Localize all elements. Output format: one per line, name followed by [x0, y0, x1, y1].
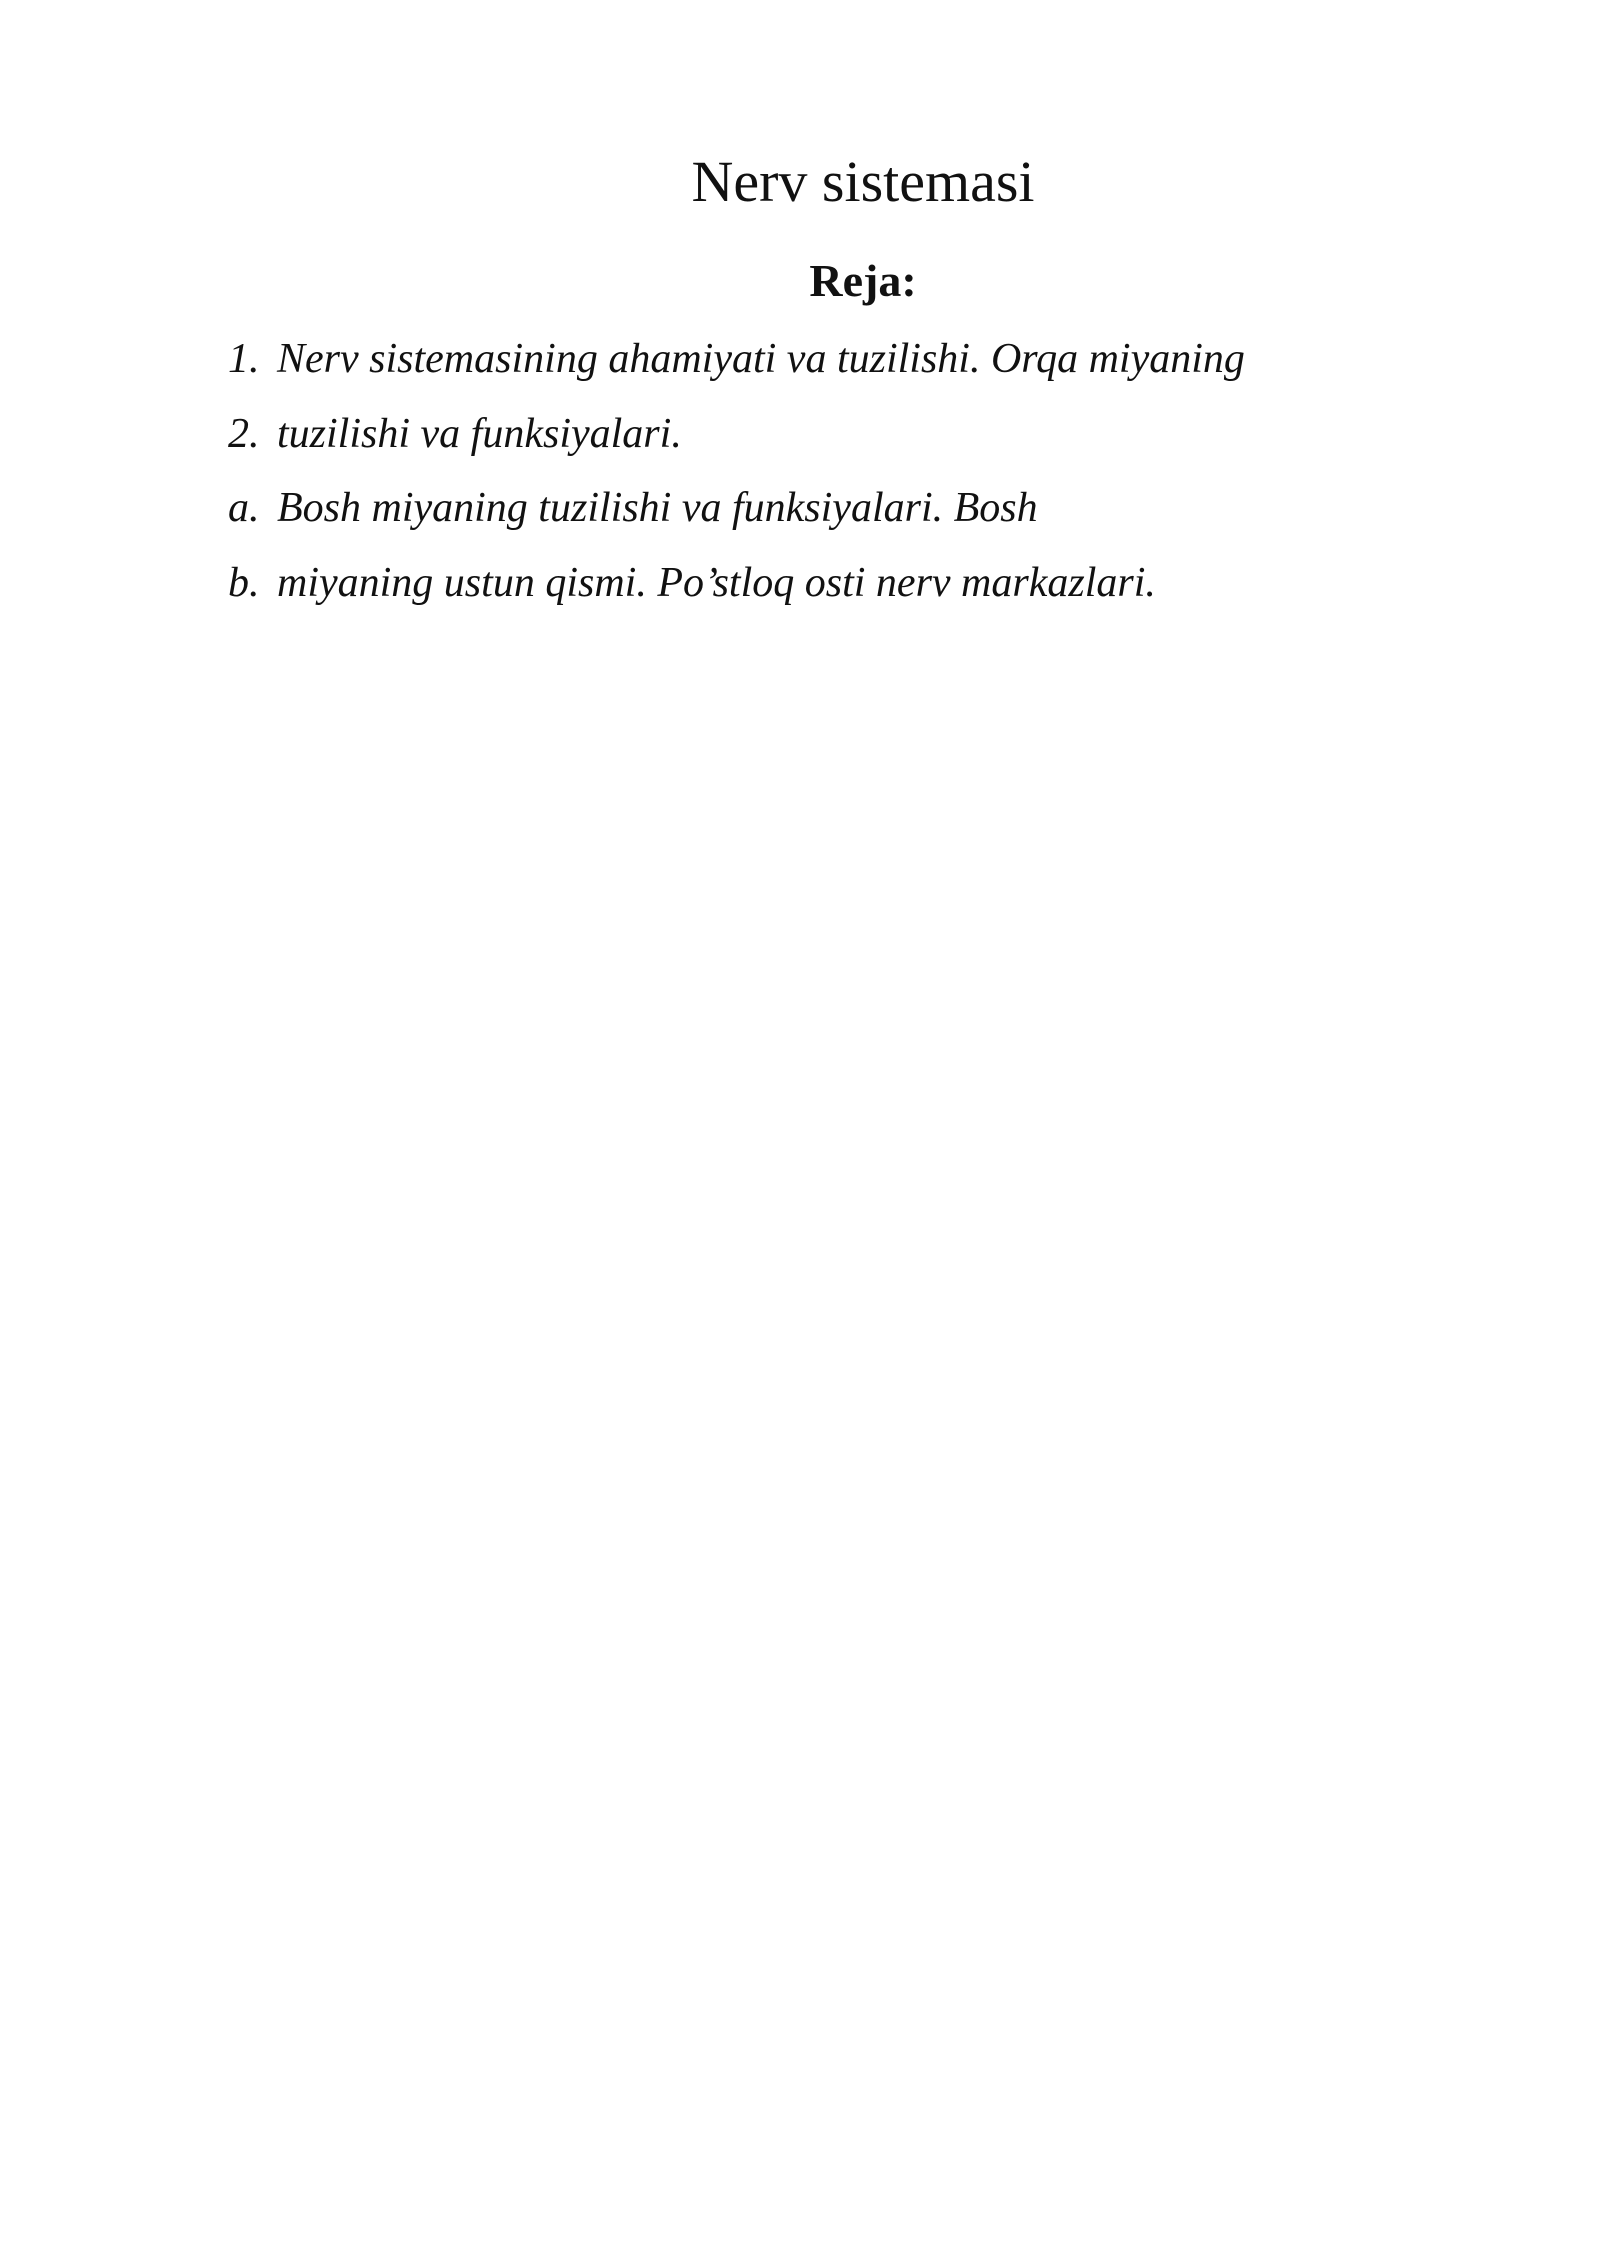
- document-title: Nerv sistemasi: [691, 149, 1035, 214]
- plan-item: [228, 334, 1428, 409]
- plan-heading: Reja:: [809, 255, 917, 306]
- plan-item-text: Bosh miyaning tuzilishi va funksiyalari. Bosh: [277, 485, 1038, 531]
- plan-item: [228, 409, 1428, 484]
- plan-item-text: miyaning ustun qismi. Po’stloq osti nerv markazlari.: [277, 559, 1156, 606]
- plan-item: [228, 558, 1428, 633]
- plan-item-text: Nerv sistemasining ahamiyati va tuzilishi. Orqa miyaning: [277, 336, 1245, 382]
- plan-item: [228, 483, 1428, 558]
- plan-item-marker: a.: [228, 485, 260, 531]
- plan-item-text: tuzilishi va funksiyalari.: [277, 410, 682, 457]
- plan-item-marker: b.: [228, 559, 260, 606]
- plan-item-marker: 2.: [228, 410, 260, 457]
- plan-item-marker: 1.: [228, 336, 260, 382]
- plan-list: [228, 334, 1428, 632]
